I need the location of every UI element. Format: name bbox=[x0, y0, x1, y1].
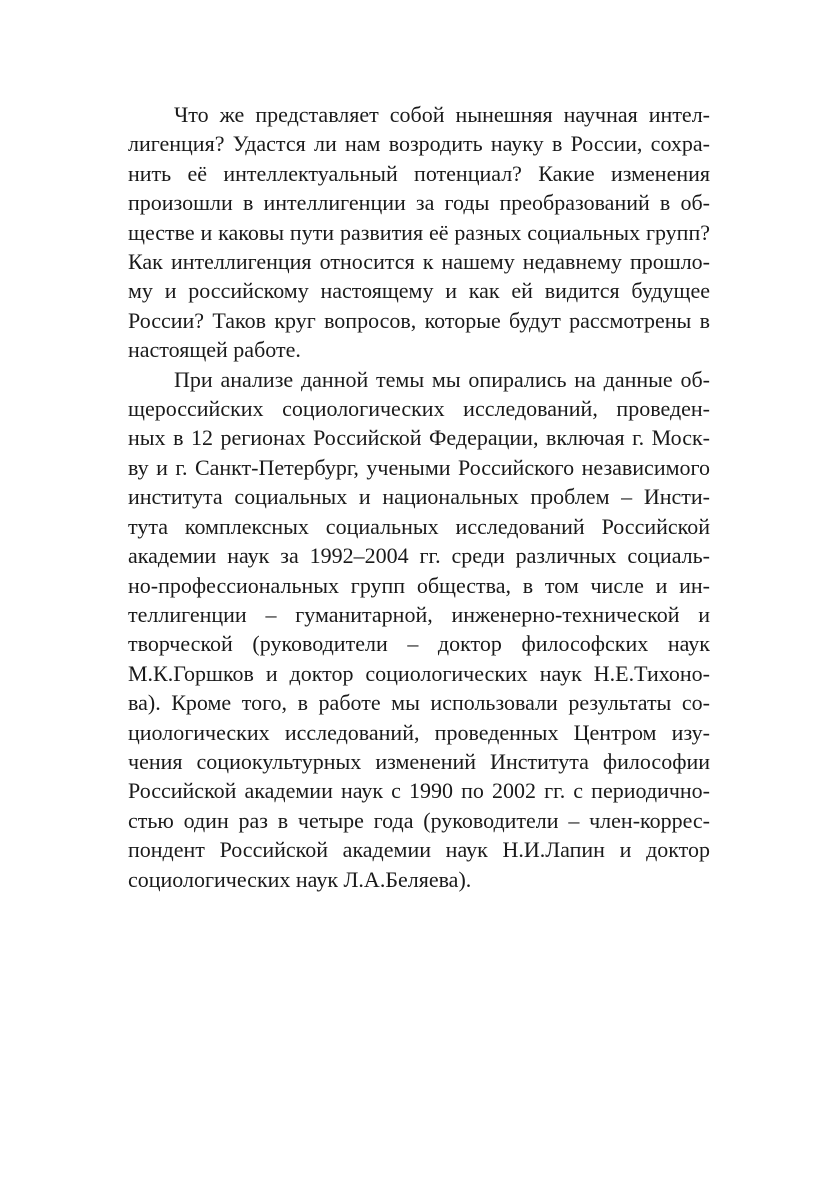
text-line: творческой (руководители – доктор философских наук bbox=[128, 631, 710, 657]
text-line: ных в 12 регионах Российской Федерации, включая г. Моск- bbox=[128, 425, 710, 451]
text-line: лигенция? Удастся ли нам возродить науку в России, сохра- bbox=[128, 131, 710, 157]
text-line: При анализе данной темы мы опирались на данные об- bbox=[174, 366, 710, 392]
paragraph-2 bbox=[128, 365, 710, 894]
text-line: но-профессиональных групп общества, в том числе и ин- bbox=[128, 572, 710, 598]
text-line: щероссийских социологических исследований, проведен- bbox=[128, 396, 710, 422]
text-line: социологических наук Л.А.Беляева). bbox=[128, 866, 472, 892]
paragraph-1 bbox=[128, 100, 710, 365]
text-line: настоящей работе. bbox=[128, 337, 301, 363]
text-line: стью один раз в четыре года (руководители – член-коррес- bbox=[128, 807, 710, 833]
text-line: нить её интеллектуальный потенциал? Какие изменения bbox=[128, 160, 710, 186]
text-line: Как интеллигенция относится к нашему недавнему прошло- bbox=[128, 249, 710, 275]
text-line: ву и г. Санкт-Петербург, учеными Российского независимого bbox=[128, 454, 710, 480]
text-line: му и российскому настоящему и как ей видится будущее bbox=[128, 278, 710, 304]
text-line: тута комплексных социальных исследований Российской bbox=[128, 513, 710, 539]
text-line: циологических исследований, проведенных Центром изу- bbox=[128, 719, 710, 745]
body-text bbox=[128, 100, 710, 894]
text-line: теллигенции – гуманитарной, инженерно-технической и bbox=[128, 601, 710, 627]
text-line: России? Таков круг вопросов, которые будут рассмотрены в bbox=[128, 307, 710, 333]
text-line: произошли в интеллигенции за годы преобразований в об- bbox=[128, 190, 710, 216]
text-line: Российской академии наук с 1990 по 2002 гг. с периодично- bbox=[128, 778, 710, 804]
text-line: чения социокультурных изменений Института философии bbox=[128, 748, 710, 774]
text-line: ва). Кроме того, в работе мы использовали результаты со- bbox=[128, 690, 710, 716]
text-line: ществе и каковы пути развития её разных социальных групп? bbox=[128, 219, 710, 245]
text-line: академии наук за 1992–2004 гг. среди различных социаль- bbox=[128, 543, 710, 569]
text-line: института социальных и национальных проблем – Инсти- bbox=[128, 484, 710, 510]
text-line: Что же представляет собой нынешняя научная интел- bbox=[174, 102, 710, 127]
text-line: М.К.Горшков и доктор социологических наук Н.Е.Тихоно- bbox=[128, 660, 710, 686]
text-line: пондент Российской академии наук Н.И.Лапин и доктор bbox=[128, 837, 710, 863]
